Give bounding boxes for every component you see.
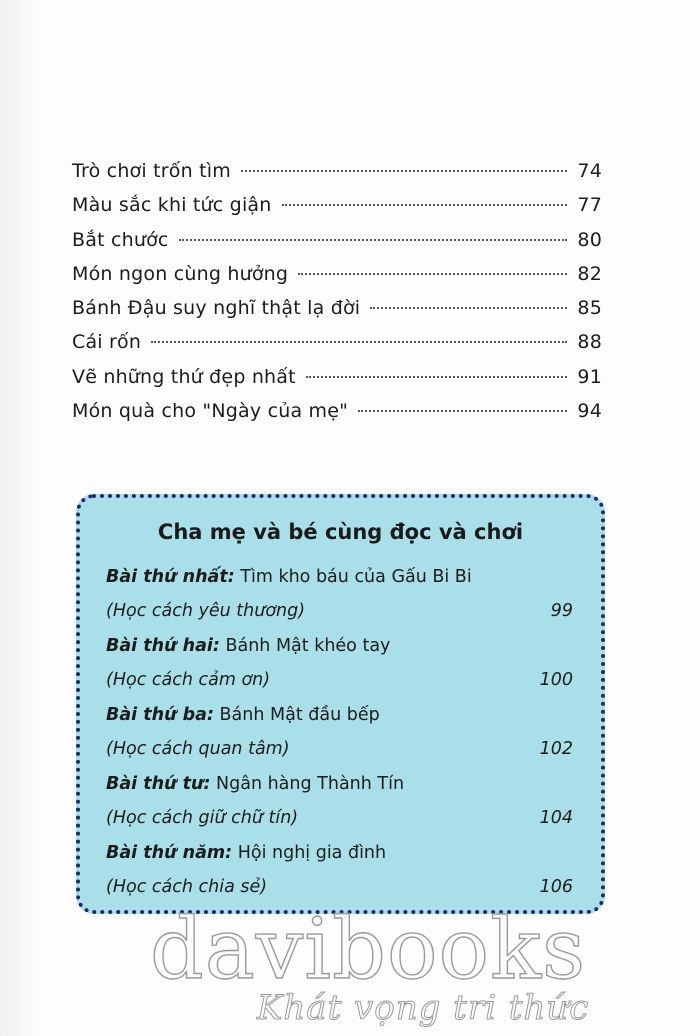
toc-entry-title: Cái rốn [72, 331, 142, 354]
lesson-heading [106, 767, 573, 801]
lesson-subline [106, 870, 573, 904]
watermark-tagline: Khát vọng tri thức [257, 988, 590, 1028]
lesson-heading [106, 836, 573, 870]
toc-dot-leader [358, 410, 567, 412]
toc-dot-leader [151, 341, 567, 343]
lesson-heading [106, 560, 573, 594]
toc-entry-page: 77 [577, 194, 602, 217]
lesson-entry[interactable] [106, 629, 573, 697]
lesson-heading [106, 698, 573, 732]
lesson-subtitle: (Học cách cảm ơn) [106, 670, 271, 690]
toc-entry-title: Món quà cho "Ngày của mẹ" [72, 400, 349, 423]
lesson-page: 100 [539, 670, 573, 690]
toc-entry-title: Vẽ những thứ đẹp nhất [72, 365, 296, 388]
toc-entry-page: 91 [577, 365, 602, 388]
toc-entry-title: Bánh Đậu suy nghĩ thật lạ đời [72, 297, 361, 320]
table-of-contents [72, 160, 602, 434]
lesson-ordinal: Bài thứ ba: [106, 705, 214, 725]
toc-entry-title: Trò chơi trốn tìm [72, 160, 231, 182]
lesson-ordinal: Bài thứ năm: [106, 843, 233, 863]
lesson-heading [106, 629, 573, 663]
lesson-page: 106 [539, 877, 573, 897]
toc-entry[interactable] [72, 229, 602, 263]
lesson-entry[interactable] [106, 767, 573, 835]
toc-entry[interactable] [72, 160, 602, 194]
lesson-title: Tìm kho báu của Gấu Bi Bi [240, 567, 472, 587]
toc-dot-leader [179, 239, 568, 241]
toc-entry[interactable] [72, 400, 602, 434]
toc-entry-page: 74 [577, 160, 602, 182]
toc-entry-page: 82 [577, 262, 602, 285]
lesson-entry[interactable] [106, 836, 573, 904]
lesson-subline [106, 801, 573, 835]
toc-entry[interactable] [72, 331, 602, 365]
toc-entry[interactable] [72, 263, 602, 297]
toc-dot-leader [306, 376, 568, 378]
lesson-subtitle: (Học cách giữ chữ tín) [106, 808, 299, 828]
lesson-title: Hội nghị gia đình [237, 843, 387, 863]
toc-dot-leader [241, 170, 568, 172]
lesson-subline [106, 594, 573, 628]
lesson-title: Bánh Mật đầu bếp [219, 705, 380, 725]
toc-entry-page: 85 [577, 297, 602, 320]
toc-dot-leader [298, 273, 567, 275]
lesson-subline [106, 732, 573, 766]
lesson-subtitle: (Học cách quan tâm) [106, 739, 290, 759]
toc-dot-leader [282, 204, 568, 206]
lesson-ordinal: Bài thứ hai: [106, 636, 220, 656]
lesson-title: Bánh Mật khéo tay [225, 636, 391, 656]
toc-entry-page: 88 [577, 331, 602, 354]
lesson-entry[interactable] [106, 560, 573, 628]
toc-entry[interactable] [72, 297, 602, 331]
toc-entry-page: 80 [577, 228, 602, 251]
lesson-page: 102 [539, 739, 573, 759]
lesson-ordinal: Bài thứ tư: [106, 774, 211, 794]
toc-entry-title: Bắt chước [72, 228, 169, 251]
activities-box [76, 494, 605, 914]
lesson-title: Ngân hàng Thành Tín [216, 774, 405, 794]
toc-entry[interactable] [72, 194, 602, 228]
toc-entry-title: Màu sắc khi tức giận [72, 194, 272, 217]
toc-dot-leader [370, 307, 567, 309]
toc-entry[interactable] [72, 366, 602, 400]
lesson-page: 99 [550, 601, 573, 621]
lesson-subtitle: (Học cách chia sẻ) [106, 877, 268, 897]
lesson-subline [106, 663, 573, 697]
toc-entry-title: Món ngon cùng hưởng [72, 262, 289, 285]
lesson-ordinal: Bài thứ nhất: [106, 567, 235, 587]
page-edge-shadow [0, 0, 40, 1036]
lesson-entry[interactable] [106, 698, 573, 766]
activities-title: Cha mẹ và bé cùng đọc và chơi [157, 520, 524, 544]
lesson-page: 104 [539, 808, 573, 828]
toc-entry-page: 94 [577, 400, 602, 423]
lesson-subtitle: (Học cách yêu thương) [106, 601, 306, 621]
watermark-logo: davibooks [150, 900, 587, 998]
